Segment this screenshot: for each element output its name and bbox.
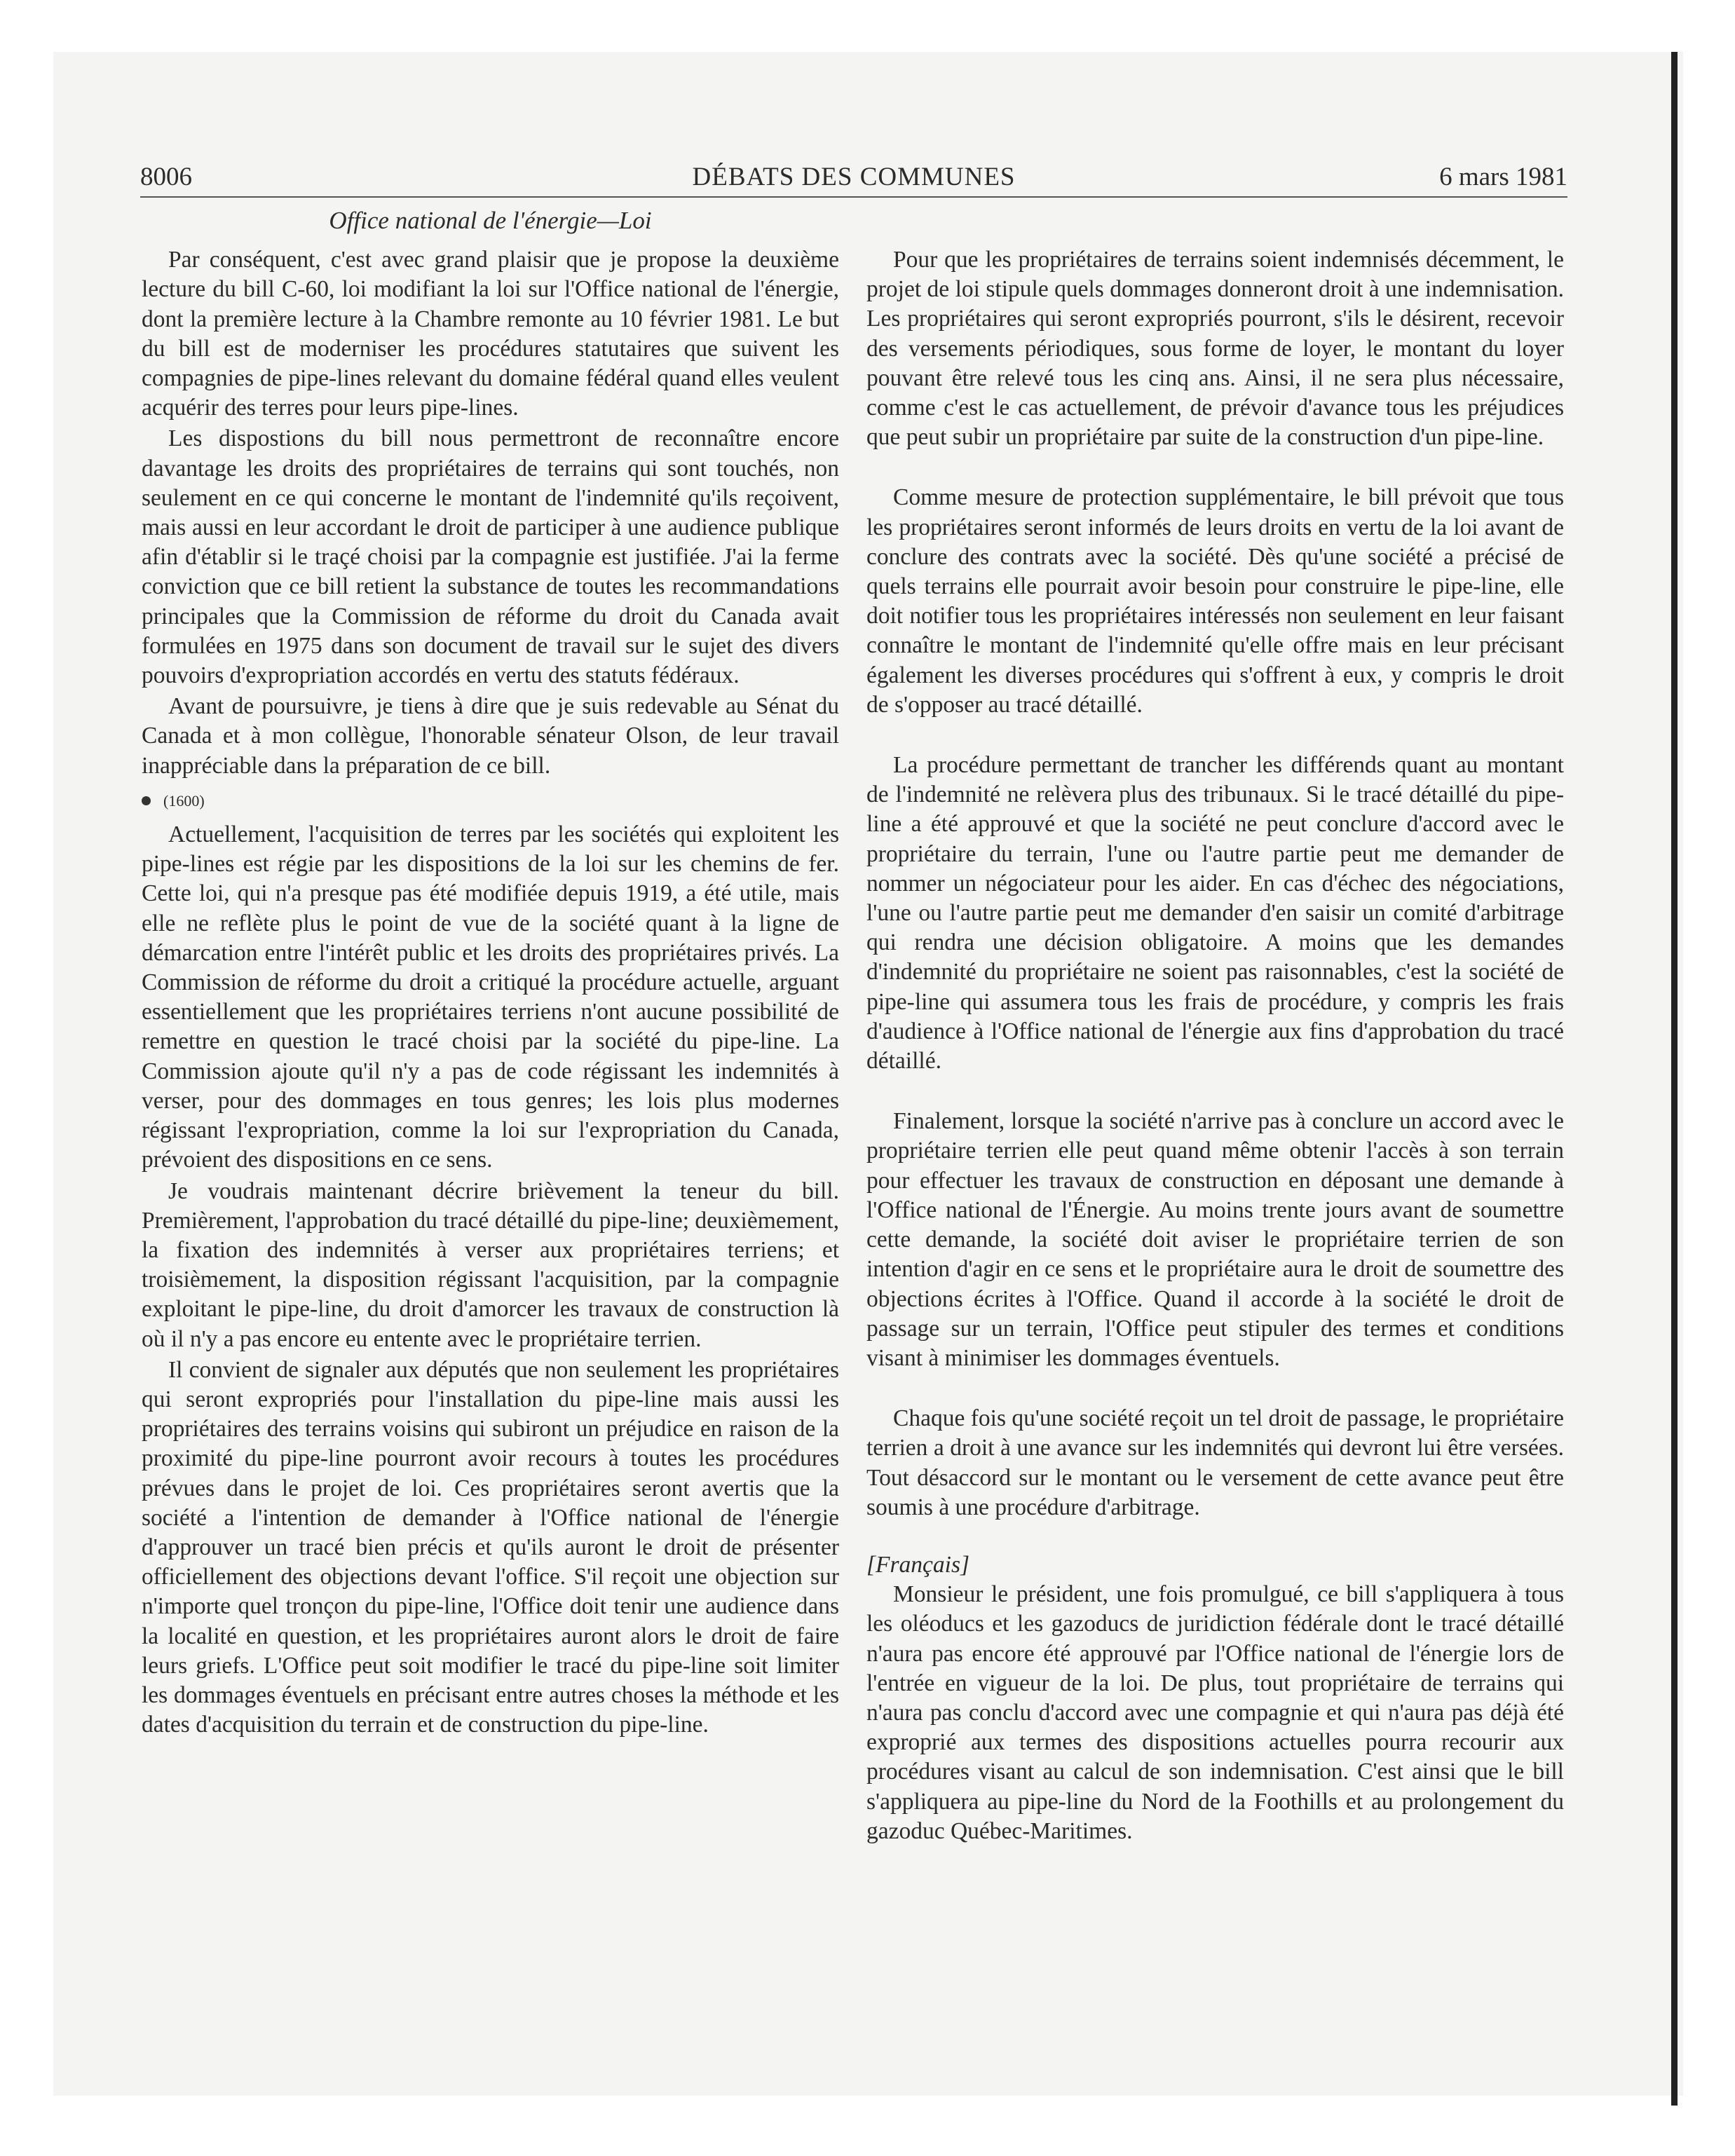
paragraph: Pour que les propriétaires de terrains soient indemnisés décemment, le projet de loi stipule quels dommages donneront droit à une indemnisation. Les propriétaires qui seront expropriés pourront, s'ils le désirent, recevoir des versements périodiques, sous forme de loyer, le montant du loyer pouvant être relevé tous les cinq ans. Ainsi, il ne sera plus nécessaire, comme c'est le cas actuellement, de prévoir d'avance tous les préjudices que peut subir un propriétaire par suite de la construction d'un pipe-line. [866, 247, 1564, 451]
publication-title: DÉBATS DES COMMUNES [692, 163, 1016, 191]
paragraph: Actuellement, l'acquisition de terres par les sociétés qui exploitent les pipe-lines est régie par les dispositions de la loi sur les chemins de fer. Cette loi, qui n'a presque pas été modifiée depuis 1919, a été utile, mais elle ne reflète plus le point de vue de la société quant à la ligne de démarcation entre l'intérêt public et les droits des propriétaires privés. La Commission de réforme du droit a critiqué la procédure actuelle, arguant essentiellement que les propriétaires terriens n'ont aucune possibilité de remettre en question le tracé choisi par la société du pipe-line. La Commission ajoute qu'il n'y a pas de code régissant les indemnités à verser, pour des dommages en tous genres; les lois plus modernes régissant l'expropriation, comme la loi sur l'expropriation du Canada, prévoient des dispositions en ce sens. [142, 821, 839, 1173]
right-column [866, 245, 1564, 1846]
page-number: 8006 [140, 163, 192, 191]
paragraph: Les dispostions du bill nous permettront de reconnaître encore davantage les droits des propriétaires de terrains qui sont touchés, non seulement en ce qui concerne le montant de l'indemnité qu'ils reçoivent, mais aussi en leur accordant le droit de participer à une audience publique afin d'établir si le traçé choisi par la compagnie est justifiée. J'ai la ferme conviction que ce bill retient la substance de toutes les recommandations principales que la Commission de réforme du droit du Canada avait formulées en 1975 dans son document de travail sur le sujet des divers pouvoirs d'expropriation accordés en vertu des statuts fédéraux. [142, 425, 839, 689]
paragraph: Monsieur le président, une fois promulgué, ce bill s'appliquera à tous les oléoducs et les gazoducs de juridiction fédérale dont le tracé détaillé n'aura pas encore été approuvé par l'Office national de l'énergie lors de l'entrée en vigueur de la loi. De plus, tout propriétaire de terrains qui n'aura pas conclu d'accord avec une compagnie et qui n'aura pas déjà été exproprié aux termes des dispositions actuelles pourra recourir aux procédures visant au calcul de son indemnisation. C'est ainsi que le bill s'appliquera au pipe-line du Nord de la Foothills et au prolongement du gazoduc Québec-Maritimes. [866, 1581, 1564, 1844]
paragraph: Il convient de signaler aux députés que non seulement les propriétaires qui seront expropriés pour l'installation du pipe-line mais aussi les propriétaires des terrains voisins qui subiront un préjudice en raison de la proximité du pipe-line pourront avoir recours à toutes les procédures prévues dans le projet de loi. Ces propriétaires seront avertis que la société a l'intention de demander à l'Office national de l'énergie d'approuver un tracé bien précis et qu'ils auront le droit de présenter officiellement des objections devant l'office. S'il reçoit une objection sur n'importe quel tronçon du pipe-line, l'Office doit tenir une audience dans la localité en question, et les propriétaires auront alors le droit de faire leurs griefs. L'Office peut soit modifier le tracé du pipe-line soit limiter les dommages éventuels en précisant entre autres choses la méthode et les dates d'acquisition du terrain et de construction du pipe-line. [142, 1356, 839, 1738]
paragraph: Chaque fois qu'une société reçoit un tel droit de passage, le propriétaire terrien a droit à une avance sur les indemnités qui devront lui être versées. Tout désaccord sur le montant ou le versement de cette avance peut être soumis à une procédure d'arbitrage. [866, 1405, 1564, 1520]
paragraph: La procédure permettant de trancher les différends quant au montant de l'indemnité ne relèvera plus des tribunaux. Si le tracé détaillé du pipe-line a été approuvé et que la société ne peut conclure d'accord avec le propriétaire du terrain, l'une ou l'autre partie peut me demander de nommer un négociateur pour les aider. En cas d'échec des négociations, l'une ou l'autre partie peut me demander d'en saisir un comité d'arbitrage qui rendra une décision obligatoire. A moins que les demandes d'indemnité du propriétaire ne soient pas raisonnables, c'est la société de pipe-line qui assumera tous les frais de procédure, y compris les frais d'audience à l'Office national de l'énergie aux fins d'approbation du tracé détaillé. [866, 752, 1564, 1074]
time-stamp-text: (1600) [163, 791, 205, 810]
language-marker: [Français] [866, 1551, 970, 1578]
bullet-icon [142, 796, 151, 805]
subject-heading: Office national de l'énergie—Loi [329, 207, 652, 234]
scan-edge-mark [1671, 52, 1678, 2106]
page-date: 6 mars 1981 [1439, 163, 1567, 191]
left-column [142, 206, 839, 1740]
paragraph: Je voudrais maintenant décrire brièvement la teneur du bill. Premièrement, l'approbation du tracé détaillé du pipe-line; deuxièmement, la fixation des indemnités à verser aux propriétaires terriens; et troisièmement, la disposition régissant l'acquisition, par la compagnie exploitant le pipe-line, du droit d'amorcer les travaux de construction là où il n'y a pas encore eu entente avec le propriétaire terrien. [142, 1178, 839, 1352]
paragraph: Comme mesure de protection supplémentaire, le bill prévoit que tous les propriétaires seront informés de leurs droits en vertu de la loi avant de conclure des contrats avec la société. Dès qu'une société a précisé de quels terrains elle pourrait avoir besoin pour construire le pipe-line, elle doit notifier tous les propriétaires intéressés non seulement en leur faisant connaître le montant de l'indemnité qu'elle offre mais en leur précisant également les diverses procédures qui s'offrent à eux, y compris le droit de s'opposer au tracé détaillé. [866, 484, 1564, 718]
page-header [140, 158, 1567, 198]
time-marker [142, 786, 839, 816]
paragraph: Par conséquent, c'est avec grand plaisir que je propose la deuxième lecture du bill C-60, loi modifiant la loi sur l'Office national de l'énergie, dont la première lecture à la Chambre remonte au 10 février 1981. Le but du bill est de moderniser les procédures statutaires que suivent les compagnies de pipe-lines relevant du domaine fédéral quand elles veulent acquérir des terres pour leurs pipe-lines. [142, 247, 839, 421]
paragraph: Finalement, lorsque la société n'arrive pas à conclure un accord avec le propriétaire terrien elle peut quand même obtenir l'accès à son terrain pour effectuer les travaux de construction en déposant une demande à l'Office national de l'Énergie. Au moins trente jours avant de soumettre cette demande, la société doit aviser le propriétaire terrien de son intention d'agir en ce sens et le propriétaire aura le droit de soumettre des objections écrites à l'Office. Quand il accorde à la société le droit de passage sur un terrain, l'Office peut stipuler des termes et conditions visant à minimiser les dommages éventuels. [866, 1108, 1564, 1371]
paragraph: Avant de poursuivre, je tiens à dire que je suis redevable au Sénat du Canada et à mon collègue, l'honorable sénateur Olson, de leur travail inappréciable dans la préparation de ce bill. [142, 693, 839, 779]
